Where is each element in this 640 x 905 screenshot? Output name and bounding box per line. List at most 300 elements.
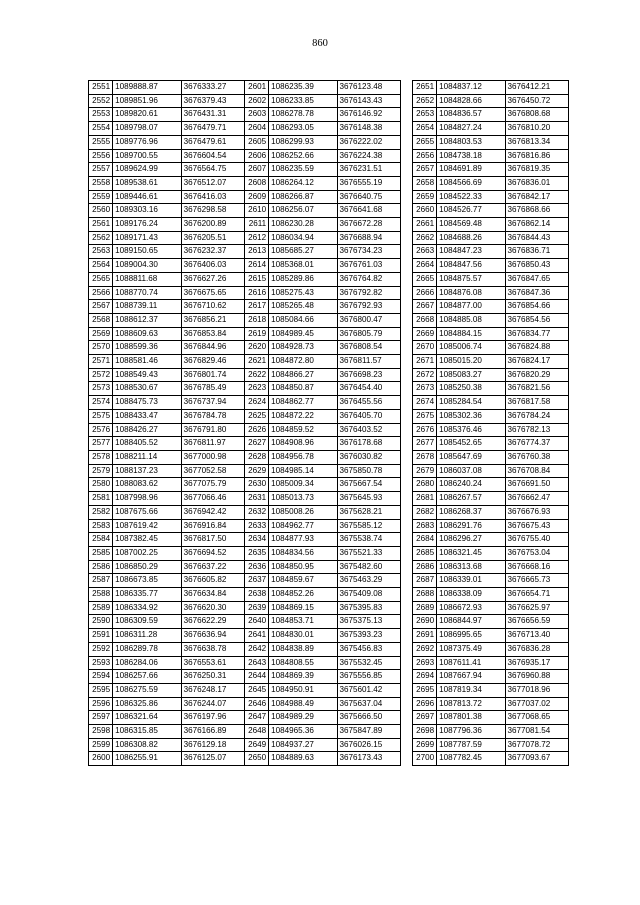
y-coordinate-cell: 3676634.84 bbox=[181, 588, 244, 602]
y-coordinate-cell: 3675538.74 bbox=[337, 533, 400, 547]
point-number-cell: 2566 bbox=[89, 286, 113, 300]
y-coordinate-cell: 3676817.58 bbox=[505, 396, 568, 410]
y-coordinate-cell: 3676205.51 bbox=[181, 231, 244, 245]
point-number-cell: 2616 bbox=[244, 286, 268, 300]
x-coordinate-cell: 1089303.16 bbox=[113, 204, 181, 218]
x-coordinate-cell: 1084526.77 bbox=[437, 204, 505, 218]
y-coordinate-cell: 3676405.70 bbox=[337, 409, 400, 423]
table-row bbox=[89, 327, 569, 341]
x-coordinate-cell: 1085265.48 bbox=[269, 300, 337, 314]
column-gap bbox=[400, 437, 412, 451]
table-row bbox=[89, 286, 569, 300]
y-coordinate-cell: 3676564.75 bbox=[181, 163, 244, 177]
x-coordinate-cell: 1084989.45 bbox=[269, 327, 337, 341]
point-number-cell: 2603 bbox=[244, 108, 268, 122]
table-row bbox=[89, 396, 569, 410]
y-coordinate-cell: 3676450.72 bbox=[505, 94, 568, 108]
y-coordinate-cell: 3676454.40 bbox=[337, 382, 400, 396]
x-coordinate-cell: 1085250.38 bbox=[437, 382, 505, 396]
point-number-cell: 2586 bbox=[89, 560, 113, 574]
point-number-cell: 2659 bbox=[412, 190, 436, 204]
y-coordinate-cell: 3676627.26 bbox=[181, 272, 244, 286]
x-coordinate-cell: 1089446.61 bbox=[113, 190, 181, 204]
x-coordinate-cell: 1084569.48 bbox=[437, 218, 505, 232]
y-coordinate-cell: 3676755.40 bbox=[505, 533, 568, 547]
x-coordinate-cell: 1088549.43 bbox=[113, 368, 181, 382]
point-number-cell: 2642 bbox=[244, 642, 268, 656]
y-coordinate-cell: 3676764.82 bbox=[337, 272, 400, 286]
column-gap bbox=[400, 108, 412, 122]
y-coordinate-cell: 3676821.56 bbox=[505, 382, 568, 396]
y-coordinate-cell: 3676636.94 bbox=[181, 629, 244, 643]
point-number-cell: 2610 bbox=[244, 204, 268, 218]
x-coordinate-cell: 1088599.36 bbox=[113, 341, 181, 355]
column-gap bbox=[400, 711, 412, 725]
y-coordinate-cell: 3676916.84 bbox=[181, 519, 244, 533]
x-coordinate-cell: 1087619.42 bbox=[113, 519, 181, 533]
column-gap bbox=[400, 327, 412, 341]
y-coordinate-cell: 3676811.57 bbox=[337, 355, 400, 369]
coordinate-table bbox=[88, 80, 569, 766]
x-coordinate-cell: 1087787.59 bbox=[437, 738, 505, 752]
y-coordinate-cell: 3677037.02 bbox=[505, 697, 568, 711]
point-number-cell: 2615 bbox=[244, 272, 268, 286]
y-coordinate-cell: 3676935.17 bbox=[505, 656, 568, 670]
y-coordinate-cell: 3676810.20 bbox=[505, 122, 568, 136]
point-number-cell: 2567 bbox=[89, 300, 113, 314]
point-number-cell: 2698 bbox=[412, 725, 436, 739]
x-coordinate-cell: 1084875.57 bbox=[437, 272, 505, 286]
x-coordinate-cell: 1089538.61 bbox=[113, 176, 181, 190]
x-coordinate-cell: 1086267.57 bbox=[437, 492, 505, 506]
point-number-cell: 2559 bbox=[89, 190, 113, 204]
x-coordinate-cell: 1084956.78 bbox=[269, 450, 337, 464]
point-number-cell: 2651 bbox=[412, 81, 436, 95]
point-number-cell: 2596 bbox=[89, 697, 113, 711]
x-coordinate-cell: 1086321.45 bbox=[437, 546, 505, 560]
table-row bbox=[89, 588, 569, 602]
point-number-cell: 2614 bbox=[244, 259, 268, 273]
point-number-cell: 2644 bbox=[244, 670, 268, 684]
y-coordinate-cell: 3676178.68 bbox=[337, 437, 400, 451]
x-coordinate-cell: 1085008.26 bbox=[269, 505, 337, 519]
column-gap bbox=[400, 259, 412, 273]
x-coordinate-cell: 1084803.53 bbox=[437, 135, 505, 149]
point-number-cell: 2573 bbox=[89, 382, 113, 396]
y-coordinate-cell: 3675585.12 bbox=[337, 519, 400, 533]
y-coordinate-cell: 3676761.03 bbox=[337, 259, 400, 273]
x-coordinate-cell: 1086235.59 bbox=[269, 163, 337, 177]
x-coordinate-cell: 1085275.43 bbox=[269, 286, 337, 300]
x-coordinate-cell: 1088581.46 bbox=[113, 355, 181, 369]
x-coordinate-cell: 1085647.69 bbox=[437, 450, 505, 464]
x-coordinate-cell: 1087819.34 bbox=[437, 683, 505, 697]
y-coordinate-cell: 3676853.84 bbox=[181, 327, 244, 341]
point-number-cell: 2664 bbox=[412, 259, 436, 273]
column-gap bbox=[400, 149, 412, 163]
table-row bbox=[89, 272, 569, 286]
point-number-cell: 2645 bbox=[244, 683, 268, 697]
x-coordinate-cell: 1086235.39 bbox=[269, 81, 337, 95]
column-gap bbox=[400, 519, 412, 533]
point-number-cell: 2691 bbox=[412, 629, 436, 643]
x-coordinate-cell: 1085084.66 bbox=[269, 313, 337, 327]
point-number-cell: 2562 bbox=[89, 231, 113, 245]
x-coordinate-cell: 1088612.37 bbox=[113, 313, 181, 327]
point-number-cell: 2662 bbox=[412, 231, 436, 245]
y-coordinate-cell: 3675850.78 bbox=[337, 464, 400, 478]
y-coordinate-cell: 3676197.96 bbox=[181, 711, 244, 725]
point-number-cell: 2658 bbox=[412, 176, 436, 190]
table-row bbox=[89, 656, 569, 670]
table-row bbox=[89, 492, 569, 506]
point-number-cell: 2583 bbox=[89, 519, 113, 533]
y-coordinate-cell: 3675532.45 bbox=[337, 656, 400, 670]
point-number-cell: 2667 bbox=[412, 300, 436, 314]
x-coordinate-cell: 1084836.57 bbox=[437, 108, 505, 122]
x-coordinate-cell: 1088811.68 bbox=[113, 272, 181, 286]
point-number-cell: 2621 bbox=[244, 355, 268, 369]
point-number-cell: 2581 bbox=[89, 492, 113, 506]
table-row bbox=[89, 574, 569, 588]
point-number-cell: 2587 bbox=[89, 574, 113, 588]
x-coordinate-cell: 1084884.15 bbox=[437, 327, 505, 341]
x-coordinate-cell: 1086335.77 bbox=[113, 588, 181, 602]
y-coordinate-cell: 3676479.71 bbox=[181, 122, 244, 136]
y-coordinate-cell: 3676792.82 bbox=[337, 286, 400, 300]
x-coordinate-cell: 1084828.66 bbox=[437, 94, 505, 108]
point-number-cell: 2632 bbox=[244, 505, 268, 519]
table-row bbox=[89, 450, 569, 464]
y-coordinate-cell: 3677081.54 bbox=[505, 725, 568, 739]
x-coordinate-cell: 1086255.91 bbox=[113, 752, 181, 766]
x-coordinate-cell: 1084808.55 bbox=[269, 656, 337, 670]
point-number-cell: 2560 bbox=[89, 204, 113, 218]
point-number-cell: 2571 bbox=[89, 355, 113, 369]
x-coordinate-cell: 1086338.09 bbox=[437, 588, 505, 602]
x-coordinate-cell: 1085302.36 bbox=[437, 409, 505, 423]
x-coordinate-cell: 1088405.52 bbox=[113, 437, 181, 451]
x-coordinate-cell: 1084869.15 bbox=[269, 601, 337, 615]
point-number-cell: 2695 bbox=[412, 683, 436, 697]
y-coordinate-cell: 3676760.38 bbox=[505, 450, 568, 464]
x-coordinate-cell: 1086230.28 bbox=[269, 218, 337, 232]
point-number-cell: 2606 bbox=[244, 149, 268, 163]
column-gap bbox=[400, 163, 412, 177]
x-coordinate-cell: 1089700.55 bbox=[113, 149, 181, 163]
y-coordinate-cell: 3676785.49 bbox=[181, 382, 244, 396]
point-number-cell: 2684 bbox=[412, 533, 436, 547]
x-coordinate-cell: 1086291.76 bbox=[437, 519, 505, 533]
y-coordinate-cell: 3675667.54 bbox=[337, 478, 400, 492]
table-row bbox=[89, 519, 569, 533]
point-number-cell: 2558 bbox=[89, 176, 113, 190]
point-number-cell: 2690 bbox=[412, 615, 436, 629]
column-gap bbox=[400, 396, 412, 410]
y-coordinate-cell: 3676808.54 bbox=[337, 341, 400, 355]
table-row bbox=[89, 368, 569, 382]
point-number-cell: 2670 bbox=[412, 341, 436, 355]
x-coordinate-cell: 1085083.27 bbox=[437, 368, 505, 382]
point-number-cell: 2641 bbox=[244, 629, 268, 643]
x-coordinate-cell: 1086672.93 bbox=[437, 601, 505, 615]
x-coordinate-cell: 1086284.06 bbox=[113, 656, 181, 670]
point-number-cell: 2577 bbox=[89, 437, 113, 451]
column-gap bbox=[400, 190, 412, 204]
column-gap bbox=[400, 423, 412, 437]
y-coordinate-cell: 3676555.19 bbox=[337, 176, 400, 190]
point-number-cell: 2687 bbox=[412, 574, 436, 588]
y-coordinate-cell: 3675395.83 bbox=[337, 601, 400, 615]
point-number-cell: 2700 bbox=[412, 752, 436, 766]
x-coordinate-cell: 1084989.29 bbox=[269, 711, 337, 725]
y-coordinate-cell: 3676691.50 bbox=[505, 478, 568, 492]
y-coordinate-cell: 3676844.43 bbox=[505, 231, 568, 245]
x-coordinate-cell: 1084838.89 bbox=[269, 642, 337, 656]
y-coordinate-cell: 3676026.15 bbox=[337, 738, 400, 752]
x-coordinate-cell: 1084889.63 bbox=[269, 752, 337, 766]
point-number-cell: 2677 bbox=[412, 437, 436, 451]
y-coordinate-cell: 3676836.28 bbox=[505, 642, 568, 656]
x-coordinate-cell: 1084876.08 bbox=[437, 286, 505, 300]
y-coordinate-cell: 3676625.97 bbox=[505, 601, 568, 615]
y-coordinate-cell: 3676782.13 bbox=[505, 423, 568, 437]
x-coordinate-cell: 1084522.33 bbox=[437, 190, 505, 204]
y-coordinate-cell: 3676834.77 bbox=[505, 327, 568, 341]
point-number-cell: 2673 bbox=[412, 382, 436, 396]
table-row bbox=[89, 81, 569, 95]
x-coordinate-cell: 1088609.63 bbox=[113, 327, 181, 341]
point-number-cell: 2561 bbox=[89, 218, 113, 232]
column-gap bbox=[400, 697, 412, 711]
y-coordinate-cell: 3676708.84 bbox=[505, 464, 568, 478]
column-gap bbox=[400, 601, 412, 615]
point-number-cell: 2578 bbox=[89, 450, 113, 464]
y-coordinate-cell: 3676784.78 bbox=[181, 409, 244, 423]
point-number-cell: 2597 bbox=[89, 711, 113, 725]
x-coordinate-cell: 1088083.62 bbox=[113, 478, 181, 492]
column-gap bbox=[400, 560, 412, 574]
point-number-cell: 2602 bbox=[244, 94, 268, 108]
point-number-cell: 2584 bbox=[89, 533, 113, 547]
point-number-cell: 2612 bbox=[244, 231, 268, 245]
column-gap bbox=[400, 122, 412, 136]
point-number-cell: 2636 bbox=[244, 560, 268, 574]
x-coordinate-cell: 1085368.01 bbox=[269, 259, 337, 273]
y-coordinate-cell: 3676819.35 bbox=[505, 163, 568, 177]
y-coordinate-cell: 3676129.18 bbox=[181, 738, 244, 752]
point-number-cell: 2661 bbox=[412, 218, 436, 232]
point-number-cell: 2688 bbox=[412, 588, 436, 602]
table-row bbox=[89, 300, 569, 314]
point-number-cell: 2672 bbox=[412, 368, 436, 382]
y-coordinate-cell: 3676412.21 bbox=[505, 81, 568, 95]
x-coordinate-cell: 1084566.69 bbox=[437, 176, 505, 190]
x-coordinate-cell: 1085006.74 bbox=[437, 341, 505, 355]
x-coordinate-cell: 1089004.30 bbox=[113, 259, 181, 273]
x-coordinate-cell: 1086309.59 bbox=[113, 615, 181, 629]
x-coordinate-cell: 1086313.68 bbox=[437, 560, 505, 574]
point-number-cell: 2647 bbox=[244, 711, 268, 725]
y-coordinate-cell: 3676836.01 bbox=[505, 176, 568, 190]
y-coordinate-cell: 3676808.68 bbox=[505, 108, 568, 122]
x-coordinate-cell: 1086264.12 bbox=[269, 176, 337, 190]
table-row bbox=[89, 149, 569, 163]
x-coordinate-cell: 1086315.85 bbox=[113, 725, 181, 739]
point-number-cell: 2607 bbox=[244, 163, 268, 177]
x-coordinate-cell: 1085685.27 bbox=[269, 245, 337, 259]
y-coordinate-cell: 3676694.52 bbox=[181, 546, 244, 560]
x-coordinate-cell: 1086289.78 bbox=[113, 642, 181, 656]
y-coordinate-cell: 3676784.24 bbox=[505, 409, 568, 423]
column-gap bbox=[400, 738, 412, 752]
table-row bbox=[89, 94, 569, 108]
y-coordinate-cell: 3676622.29 bbox=[181, 615, 244, 629]
y-coordinate-cell: 3676800.47 bbox=[337, 313, 400, 327]
y-coordinate-cell: 3676824.88 bbox=[505, 341, 568, 355]
y-coordinate-cell: 3676638.78 bbox=[181, 642, 244, 656]
point-number-cell: 2620 bbox=[244, 341, 268, 355]
point-number-cell: 2630 bbox=[244, 478, 268, 492]
point-number-cell: 2618 bbox=[244, 313, 268, 327]
y-coordinate-cell: 3676847.65 bbox=[505, 272, 568, 286]
x-coordinate-cell: 1084869.39 bbox=[269, 670, 337, 684]
point-number-cell: 2589 bbox=[89, 601, 113, 615]
column-gap bbox=[400, 615, 412, 629]
point-number-cell: 2685 bbox=[412, 546, 436, 560]
point-number-cell: 2692 bbox=[412, 642, 436, 656]
y-coordinate-cell: 3676640.75 bbox=[337, 190, 400, 204]
point-number-cell: 2572 bbox=[89, 368, 113, 382]
table-row bbox=[89, 437, 569, 451]
point-number-cell: 2553 bbox=[89, 108, 113, 122]
x-coordinate-cell: 1087813.72 bbox=[437, 697, 505, 711]
point-number-cell: 2638 bbox=[244, 588, 268, 602]
y-coordinate-cell: 3676675.65 bbox=[181, 286, 244, 300]
x-coordinate-cell: 1086257.66 bbox=[113, 670, 181, 684]
x-coordinate-cell: 1086325.86 bbox=[113, 697, 181, 711]
x-coordinate-cell: 1085284.54 bbox=[437, 396, 505, 410]
point-number-cell: 2565 bbox=[89, 272, 113, 286]
y-coordinate-cell: 3676737.94 bbox=[181, 396, 244, 410]
point-number-cell: 2697 bbox=[412, 711, 436, 725]
x-coordinate-cell: 1087782.45 bbox=[437, 752, 505, 766]
x-coordinate-cell: 1086299.93 bbox=[269, 135, 337, 149]
point-number-cell: 2665 bbox=[412, 272, 436, 286]
table-row bbox=[89, 683, 569, 697]
y-coordinate-cell: 3676710.62 bbox=[181, 300, 244, 314]
point-number-cell: 2595 bbox=[89, 683, 113, 697]
point-number-cell: 2574 bbox=[89, 396, 113, 410]
x-coordinate-cell: 1089171.43 bbox=[113, 231, 181, 245]
point-number-cell: 2671 bbox=[412, 355, 436, 369]
point-number-cell: 2676 bbox=[412, 423, 436, 437]
y-coordinate-cell: 3676641.68 bbox=[337, 204, 400, 218]
y-coordinate-cell: 3676829.46 bbox=[181, 355, 244, 369]
point-number-cell: 2668 bbox=[412, 313, 436, 327]
point-number-cell: 2588 bbox=[89, 588, 113, 602]
x-coordinate-cell: 1086256.07 bbox=[269, 204, 337, 218]
point-number-cell: 2598 bbox=[89, 725, 113, 739]
y-coordinate-cell: 3676675.43 bbox=[505, 519, 568, 533]
x-coordinate-cell: 1084827.24 bbox=[437, 122, 505, 136]
x-coordinate-cell: 1084859.52 bbox=[269, 423, 337, 437]
y-coordinate-cell: 3675666.50 bbox=[337, 711, 400, 725]
point-number-cell: 2600 bbox=[89, 752, 113, 766]
x-coordinate-cell: 1089888.87 bbox=[113, 81, 181, 95]
table-row bbox=[89, 355, 569, 369]
point-number-cell: 2622 bbox=[244, 368, 268, 382]
point-number-cell: 2604 bbox=[244, 122, 268, 136]
y-coordinate-cell: 3676654.71 bbox=[505, 588, 568, 602]
table-row bbox=[89, 505, 569, 519]
point-number-cell: 2646 bbox=[244, 697, 268, 711]
y-coordinate-cell: 3676620.30 bbox=[181, 601, 244, 615]
x-coordinate-cell: 1084985.14 bbox=[269, 464, 337, 478]
x-coordinate-cell: 1084872.80 bbox=[269, 355, 337, 369]
x-coordinate-cell: 1084950.91 bbox=[269, 683, 337, 697]
column-gap bbox=[400, 450, 412, 464]
point-number-cell: 2609 bbox=[244, 190, 268, 204]
y-coordinate-cell: 3676668.16 bbox=[505, 560, 568, 574]
table-row bbox=[89, 752, 569, 766]
y-coordinate-cell: 3676250.31 bbox=[181, 670, 244, 684]
y-coordinate-cell: 3676662.47 bbox=[505, 492, 568, 506]
x-coordinate-cell: 1087801.38 bbox=[437, 711, 505, 725]
x-coordinate-cell: 1085013.73 bbox=[269, 492, 337, 506]
y-coordinate-cell: 3675521.33 bbox=[337, 546, 400, 560]
column-gap bbox=[400, 478, 412, 492]
column-gap bbox=[400, 135, 412, 149]
y-coordinate-cell: 3677075.79 bbox=[181, 478, 244, 492]
x-coordinate-cell: 1086278.78 bbox=[269, 108, 337, 122]
y-coordinate-cell: 3677068.65 bbox=[505, 711, 568, 725]
x-coordinate-cell: 1085009.34 bbox=[269, 478, 337, 492]
table-row bbox=[89, 670, 569, 684]
x-coordinate-cell: 1088530.67 bbox=[113, 382, 181, 396]
table-row bbox=[89, 711, 569, 725]
x-coordinate-cell: 1084691.89 bbox=[437, 163, 505, 177]
point-number-cell: 2649 bbox=[244, 738, 268, 752]
y-coordinate-cell: 3676862.14 bbox=[505, 218, 568, 232]
x-coordinate-cell: 1084847.56 bbox=[437, 259, 505, 273]
column-gap bbox=[400, 382, 412, 396]
y-coordinate-cell: 3676792.93 bbox=[337, 300, 400, 314]
y-coordinate-cell: 3675847.89 bbox=[337, 725, 400, 739]
point-number-cell: 2617 bbox=[244, 300, 268, 314]
point-number-cell: 2655 bbox=[412, 135, 436, 149]
point-number-cell: 2590 bbox=[89, 615, 113, 629]
x-coordinate-cell: 1086268.37 bbox=[437, 505, 505, 519]
point-number-cell: 2629 bbox=[244, 464, 268, 478]
y-coordinate-cell: 3676148.38 bbox=[337, 122, 400, 136]
column-gap bbox=[400, 683, 412, 697]
y-coordinate-cell: 3677093.67 bbox=[505, 752, 568, 766]
x-coordinate-cell: 1088137.23 bbox=[113, 464, 181, 478]
point-number-cell: 2654 bbox=[412, 122, 436, 136]
y-coordinate-cell: 3676842.17 bbox=[505, 190, 568, 204]
table-row bbox=[89, 108, 569, 122]
y-coordinate-cell: 3676868.66 bbox=[505, 204, 568, 218]
table-row bbox=[89, 135, 569, 149]
x-coordinate-cell: 1087611.41 bbox=[437, 656, 505, 670]
point-number-cell: 2675 bbox=[412, 409, 436, 423]
point-number-cell: 2552 bbox=[89, 94, 113, 108]
y-coordinate-cell: 3676512.07 bbox=[181, 176, 244, 190]
table-row bbox=[89, 231, 569, 245]
x-coordinate-cell: 1086275.59 bbox=[113, 683, 181, 697]
column-gap bbox=[400, 546, 412, 560]
